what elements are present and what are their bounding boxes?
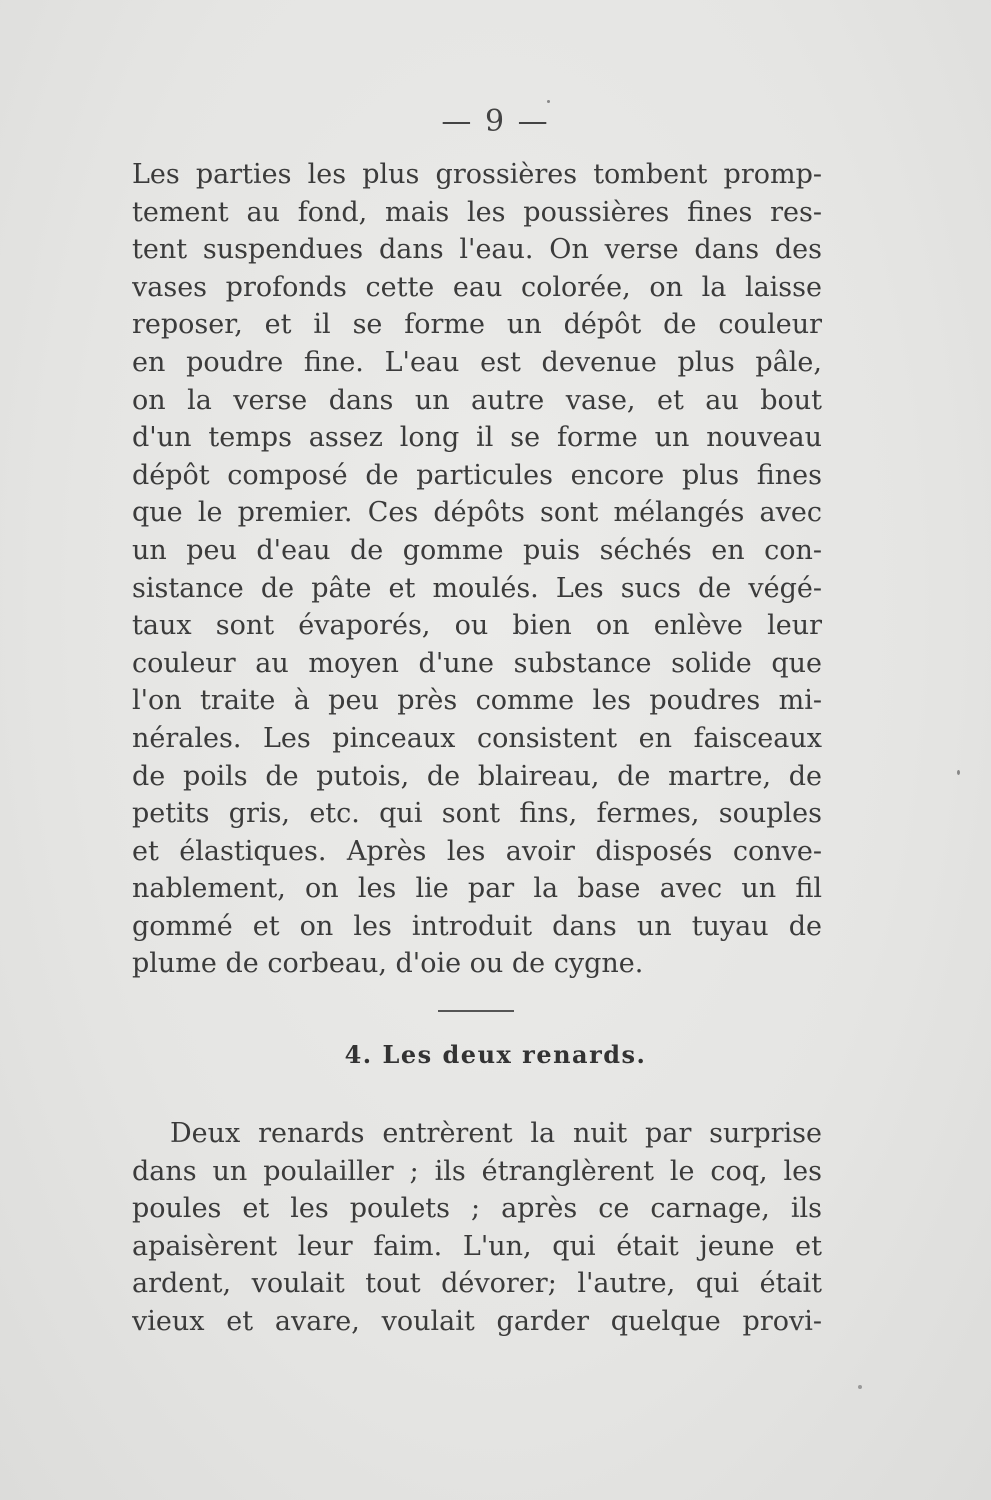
text-line: taux sont évaporés, ou bien on enlève leur <box>132 610 822 642</box>
paragraph-body <box>132 156 822 983</box>
text-line: nablement, on les lie par la base avec un fil <box>132 873 822 905</box>
text-line: en poudre fine. L'eau est devenue plus pâle, <box>132 346 822 378</box>
text-line: petits gris, etc. qui sont fins, fermes, souples <box>132 798 822 830</box>
text-line: vases profonds cette eau colorée, on la laisse <box>132 271 822 303</box>
text-line: vieux et avare, voulait garder quelque provi- <box>132 1305 822 1337</box>
text-line: et élastiques. Après les avoir disposés conve- <box>132 835 822 867</box>
text-line: l'on traite à peu près comme les poudres mi- <box>132 685 822 717</box>
page-number: — 9 — <box>441 104 550 139</box>
paper-speck <box>547 100 550 103</box>
text-line: nérales. Les pinceaux consistent en faisceaux <box>132 722 822 754</box>
text-line: dans un poulailler ; ils étranglèrent le coq, les <box>132 1155 822 1187</box>
text-line: couleur au moyen d'une substance solide que <box>132 647 822 679</box>
text-line: poules et les poulets ; après ce carnage, ils <box>132 1193 822 1225</box>
text-line: sistance de pâte et moulés. Les sucs de végé- <box>132 572 822 604</box>
section-body <box>132 1115 822 1341</box>
text-line: ardent, voulait tout dévorer; l'autre, qui était <box>132 1268 822 1300</box>
paper-speck <box>957 770 960 775</box>
text-line: apaisèrent leur faim. L'un, qui était jeune et <box>132 1230 822 1262</box>
text-line: un peu d'eau de gomme puis séchés en con- <box>132 534 822 566</box>
paper-speck <box>858 1385 862 1389</box>
text-line: on la verse dans un autre vase, et au bout <box>132 384 822 416</box>
section-title: 4. Les deux renards. <box>344 1040 647 1069</box>
text-line: gommé et on les introduit dans un tuyau de <box>132 910 822 942</box>
text-line: reposer, et il se forme un dépôt de couleur <box>132 309 822 341</box>
text-line: de poils de putois, de blaireau, de martre, de <box>132 760 822 792</box>
text-line: plume de corbeau, d'oie ou de cygne. <box>132 948 644 980</box>
text-line: Les parties les plus grossières tombent promp- <box>132 159 822 190</box>
text-line: d'un temps assez long il se forme un nouveau <box>132 422 822 454</box>
text-line: que le premier. Ces dépôts sont mélangés avec <box>132 497 822 529</box>
text-line: tent suspendues dans l'eau. On verse dans des <box>132 234 822 266</box>
text-line: tement au fond, mais les poussières fines res- <box>132 196 822 228</box>
section-divider <box>438 1010 514 1012</box>
text-line: dépôt composé de particules encore plus fines <box>132 459 822 491</box>
text-line: Deux renards entrèrent la nuit par surprise <box>170 1118 822 1149</box>
